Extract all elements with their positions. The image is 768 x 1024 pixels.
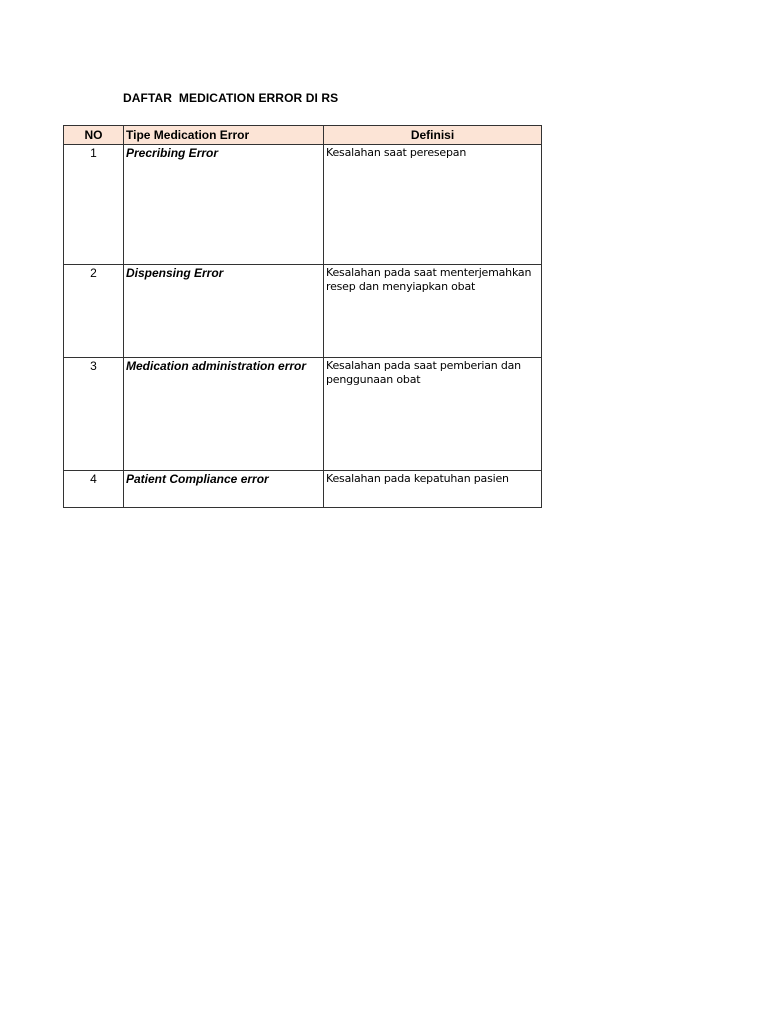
error-type: Patient Compliance error bbox=[124, 471, 324, 508]
error-definition: Kesalahan saat peresepan bbox=[324, 145, 542, 265]
error-type: Dispensing Error bbox=[124, 265, 324, 358]
table-row bbox=[64, 145, 542, 265]
error-definition: Kesalahan pada kepatuhan pasien bbox=[324, 471, 542, 508]
table-row bbox=[64, 265, 542, 358]
row-number: 2 bbox=[64, 265, 124, 358]
error-definition: Kesalahan pada saat menterjemahkan resep dan menyiapkan obat bbox=[324, 265, 542, 358]
error-type: Medication administration error bbox=[124, 358, 324, 471]
table-row bbox=[64, 358, 542, 471]
document-title: DAFTAR MEDICATION ERROR DI RS bbox=[123, 91, 339, 105]
header-no: NO bbox=[64, 126, 124, 145]
header-definition: Definisi bbox=[324, 126, 542, 145]
row-number: 4 bbox=[64, 471, 124, 508]
row-number: 1 bbox=[64, 145, 124, 265]
header-type: Tipe Medication Error bbox=[124, 126, 324, 145]
table-header-row bbox=[64, 126, 542, 145]
table-row bbox=[64, 471, 542, 508]
medication-error-table bbox=[63, 125, 542, 508]
error-type: Precribing Error bbox=[124, 145, 324, 265]
row-number: 3 bbox=[64, 358, 124, 471]
error-definition: Kesalahan pada saat pemberian dan penggunaan obat bbox=[324, 358, 542, 471]
